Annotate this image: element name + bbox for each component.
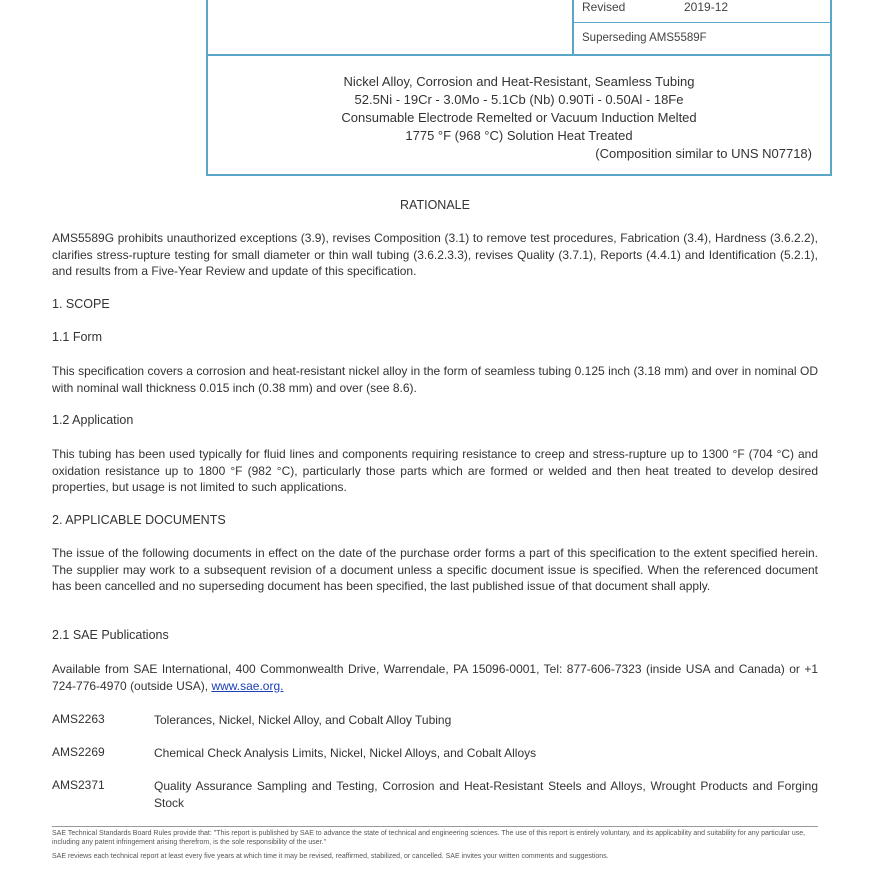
ref-text-ams2269: Chemical Check Analysis Limits, Nickel, Nickel Alloys, and Cobalt Alloys <box>154 746 537 760</box>
ref-code-ams2371: AMS2371 <box>52 778 105 792</box>
ref-code-ams2263: AMS2263 <box>52 712 105 726</box>
header-box <box>206 0 832 56</box>
header-rule <box>572 22 830 23</box>
header-divider <box>572 0 574 54</box>
revised-date: 2019-12 <box>684 0 729 14</box>
sae-address: Available from SAE International, 400 Commonwealth Drive, Warrendale, PA 15096-0001, Tel: 877-606-7323 (inside USA and Canada) or +1 724-776-4970 (outside USA), <box>52 662 818 693</box>
application-text: This tubing has been used typically for fluid lines and components requiring resistance to creep and stress-rupture up to 1300 °F (704 °C) and oxidation resistance up to 1800 °F (982 °C), particularly those parts which are formed or welded and then heat treated to develop desired properties, but usage is not limited to such applications. <box>52 447 818 494</box>
sae-text <box>52 661 818 694</box>
section-scope: 1. SCOPE <box>52 297 110 311</box>
ref-code-ams2269: AMS2269 <box>52 745 105 759</box>
title-line-1: Nickel Alloy, Corrosion and Heat-Resistant, Seamless Tubing <box>343 74 695 89</box>
footnote-line-1: SAE Technical Standards Board Rules provide that: "This report is published by SAE to advance the state of technical and engineering sciences. The use of this report is entirely voluntary, and its applicability and suitability for any particular use, including any patent infringement arising therefrom, is the sole responsibility of the user." <box>52 830 806 846</box>
title-line-5: (Composition similar to UNS N07718) <box>595 146 812 161</box>
form-text: This specification covers a corrosion and heat-resistant nickel alloy in the form of seamless tubing 0.125 inch (3.18 mm) and over in nominal OD with nominal wall thickness 0.015 inch (0.38 mm) and over (see 8.6). <box>52 364 818 395</box>
revised-label: Revised <box>582 0 626 14</box>
title-line-4: 1775 °F (968 °C) Solution Heat Treated <box>405 128 633 143</box>
section-applicable-documents: 2. APPLICABLE DOCUMENTS <box>52 513 226 527</box>
sae-link[interactable]: www.sae.org. <box>211 678 284 693</box>
title-box <box>206 56 832 176</box>
footnote-line-2: SAE reviews each technical report at least every five years at which time it may be revised, reaffirmed, stabilized, or cancelled. SAE invites your written comments and suggestions. <box>52 853 609 860</box>
ref-text-ams2371: Quality Assurance Sampling and Testing, Corrosion and Heat-Resistant Steels and Alloys, Wrought Products and Forging Stock <box>154 779 818 810</box>
section-sae-publications: 2.1 SAE Publications <box>52 628 169 642</box>
title-line-3: Consumable Electrode Remelted or Vacuum Induction Melted <box>341 110 697 125</box>
section-form: 1.1 Form <box>52 330 103 344</box>
title-line-2: 52.5Ni - 19Cr - 3.0Mo - 5.1Cb (Nb) 0.90Ti - 0.50Al - 18Fe <box>354 92 684 107</box>
rationale-text: AMS5589G prohibits unauthorized exceptions (3.9), revises Composition (3.1) to remove test procedures, Fabrication (3.4), Hardness (3.6.2.2), clarifies stress-rupture testing for small diameter or thin wall tubing (3.6.2.3.3), revises Quality (3.7.1), Reports (4.4.1) and Identification (5.2.1), and results from a Five-Year Review and update of this specification. <box>52 231 818 278</box>
superseding-note: Superseding AMS5589F <box>582 32 707 44</box>
footnote-rule <box>52 826 818 827</box>
section-application: 1.2 Application <box>52 413 134 427</box>
applicable-text: The issue of the following documents in effect on the date of the purchase order forms a part of this specification to the extent specified herein. The supplier may work to a subsequent revision of a document unless a specific document issue is specified. When the referenced document has been cancelled and no superseding document has been specified, the last published issue of that document shall apply. <box>52 546 818 593</box>
rationale-heading: RATIONALE <box>400 198 470 212</box>
ref-text-ams2263: Tolerances, Nickel, Nickel Alloy, and Cobalt Alloy Tubing <box>154 713 452 727</box>
